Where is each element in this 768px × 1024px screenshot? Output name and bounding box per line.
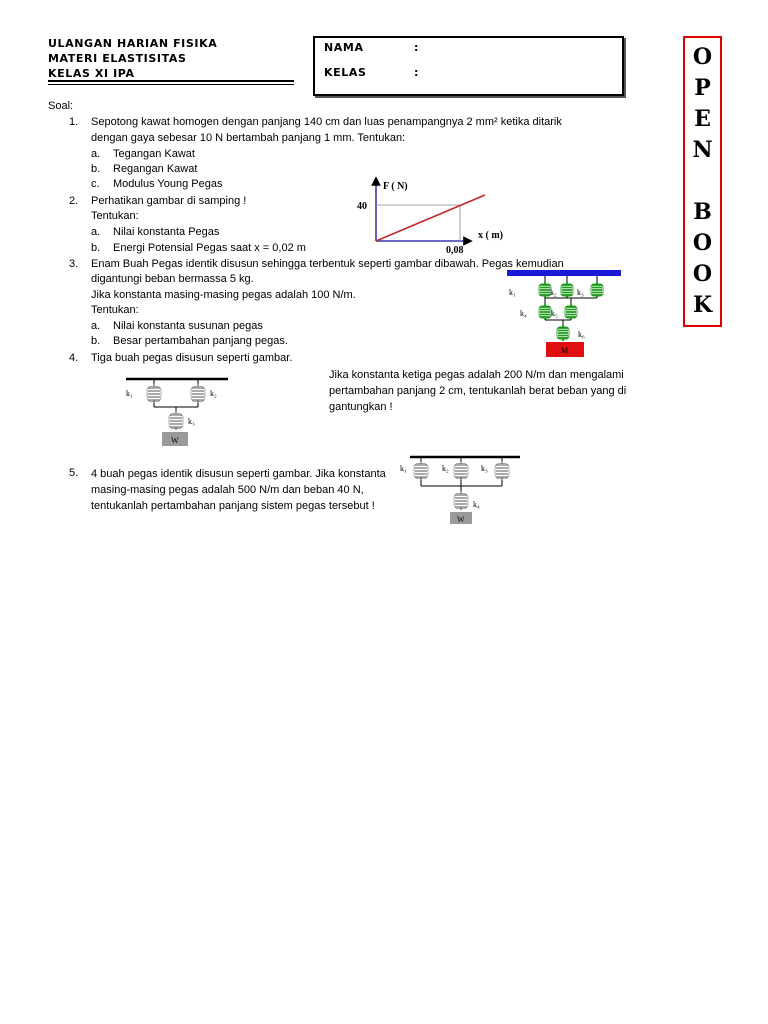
q3-item-letter: a. <box>91 320 101 332</box>
q3-item-text: Besar pertambahan panjang pegas. <box>113 335 288 347</box>
class-label: KELAS <box>324 66 367 79</box>
exam-title: ULANGAN HARIAN FISIKA <box>48 37 218 50</box>
spring-k2 <box>561 282 573 298</box>
q2-number: 2. <box>69 195 79 207</box>
q4-text-line1: Tiga buah pegas disusun seperti gambar. <box>91 352 293 364</box>
name-colon: : <box>414 41 419 54</box>
x-tick-label: 0,08 <box>446 245 464 256</box>
spring-k2 <box>454 461 468 480</box>
spring-label: k₃ <box>188 417 195 426</box>
spring-k5 <box>565 304 577 320</box>
support-bar <box>507 270 621 276</box>
spring-label: k₁ <box>400 464 407 473</box>
spring-label: k₃ <box>577 288 584 297</box>
open-book-letter: O <box>692 230 713 256</box>
q2-item-text: Energi Potensial Pegas saat x = 0,02 m <box>113 242 306 254</box>
open-book-letter: E <box>694 106 711 132</box>
four-spring-figure <box>398 452 523 528</box>
three-spring-figure <box>122 374 232 448</box>
spring-k3 <box>495 461 509 480</box>
spring-k1 <box>147 384 161 403</box>
force-extension-graph <box>350 175 530 260</box>
spring-label: k₅ <box>551 309 558 318</box>
spring-label: k₂ <box>442 464 449 473</box>
spring-k4 <box>539 304 551 320</box>
spring-k6 <box>557 325 569 341</box>
q2-item-letter: a. <box>91 226 101 238</box>
spring-k1 <box>414 461 428 480</box>
open-book-letter: B <box>693 199 712 225</box>
spring-label: k₃ <box>481 464 488 473</box>
q3-text-line4: Tentukan: <box>91 304 139 316</box>
spring-k4 <box>454 491 468 510</box>
six-spring-figure <box>505 268 623 360</box>
open-book-letter: O <box>692 261 713 287</box>
open-book-letter: K <box>692 292 713 318</box>
soal-label: Soal: <box>48 100 74 112</box>
q1-number: 1. <box>69 116 79 128</box>
exam-subject: MATERI ELASTISITAS <box>48 52 187 65</box>
spring-label: k₄ <box>473 500 480 509</box>
spring-k3 <box>169 411 183 430</box>
identity-box <box>313 36 624 96</box>
q3-item-letter: b. <box>91 335 101 347</box>
q4-side-text: Jika konstanta ketiga pegas adalah 200 N/m dan mengalami pertambahan panjang 2 cm, tentukanlah berat beban yang di gantungkan ! <box>329 369 627 413</box>
mass-label: M <box>561 346 569 355</box>
q3-item-text: Nilai konstanta susunan pegas <box>113 320 263 332</box>
q2-item-letter: b. <box>91 242 101 254</box>
exam-class: KELAS XI IPA <box>48 67 135 80</box>
weight-label: W <box>457 515 465 524</box>
spring-label: k₆ <box>578 330 585 339</box>
q1-text-line2: dengan gaya sebesar 10 N bertambah panjang 1 mm. Tentukan: <box>91 132 406 144</box>
spring-label: k₂ <box>210 389 217 398</box>
q1-item-text: Modulus Young Pegas <box>113 178 223 190</box>
q2-text-line1: Perhatikan gambar di samping ! <box>91 195 247 207</box>
name-label: NAMA <box>324 41 364 54</box>
open-book-letter: N <box>692 137 713 163</box>
q2-text-line2: Tentukan: <box>91 210 139 222</box>
spring-k2 <box>191 384 205 403</box>
spring-label: k₁ <box>126 389 133 398</box>
y-tick-label: 40 <box>357 201 367 212</box>
force-line <box>376 195 485 241</box>
header-rule-bottom <box>48 84 294 85</box>
q2-item-text: Nilai konstanta Pegas <box>113 226 220 238</box>
q3-number: 3. <box>69 258 79 270</box>
spring-label: k₄ <box>520 309 527 318</box>
weight-label: W <box>171 436 179 445</box>
q1-item-letter: c. <box>91 178 100 190</box>
q1-item-text: Regangan Kawat <box>113 163 198 175</box>
q3-text-line3: Jika konstanta masing-masing pegas adalah 100 N/m. <box>91 289 356 301</box>
q1-item-letter: b. <box>91 163 101 175</box>
spring-label: k₁ <box>509 288 516 297</box>
x-axis-label: x ( m) <box>478 230 503 241</box>
q3-text-line2: digantungi beban bermassa 5 kg. <box>91 273 254 285</box>
header-rule-top <box>48 80 294 82</box>
spring-label: k₂ <box>550 288 557 297</box>
q5-number: 5. <box>69 467 79 479</box>
q4-number: 4. <box>69 352 79 364</box>
class-colon: : <box>414 66 419 79</box>
open-book-letter: O <box>692 44 713 70</box>
q3-text-line1: Enam Buah Pegas identik disusun sehingga terbentuk seperti gambar dibawah. Pegas kemudian <box>91 258 564 270</box>
y-axis-label: F ( N) <box>383 181 408 192</box>
q1-item-text: Tegangan Kawat <box>113 148 195 160</box>
q5-text: 4 buah pegas identik disusun seperti gambar. Jika konstanta masing-masing pegas adalah 500 N/m dan beban 40 N, tentukanlah pertambahan panjang sistem pegas tersebut ! <box>91 468 386 512</box>
q1-text-line1: Sepotong kawat homogen dengan panjang 140 cm dan luas penampangnya 2 mm² ketika ditarik <box>91 116 562 128</box>
open-book-label <box>683 36 722 327</box>
spring-k3 <box>591 282 603 298</box>
q1-item-letter: a. <box>91 148 101 160</box>
open-book-letter: P <box>694 75 711 101</box>
